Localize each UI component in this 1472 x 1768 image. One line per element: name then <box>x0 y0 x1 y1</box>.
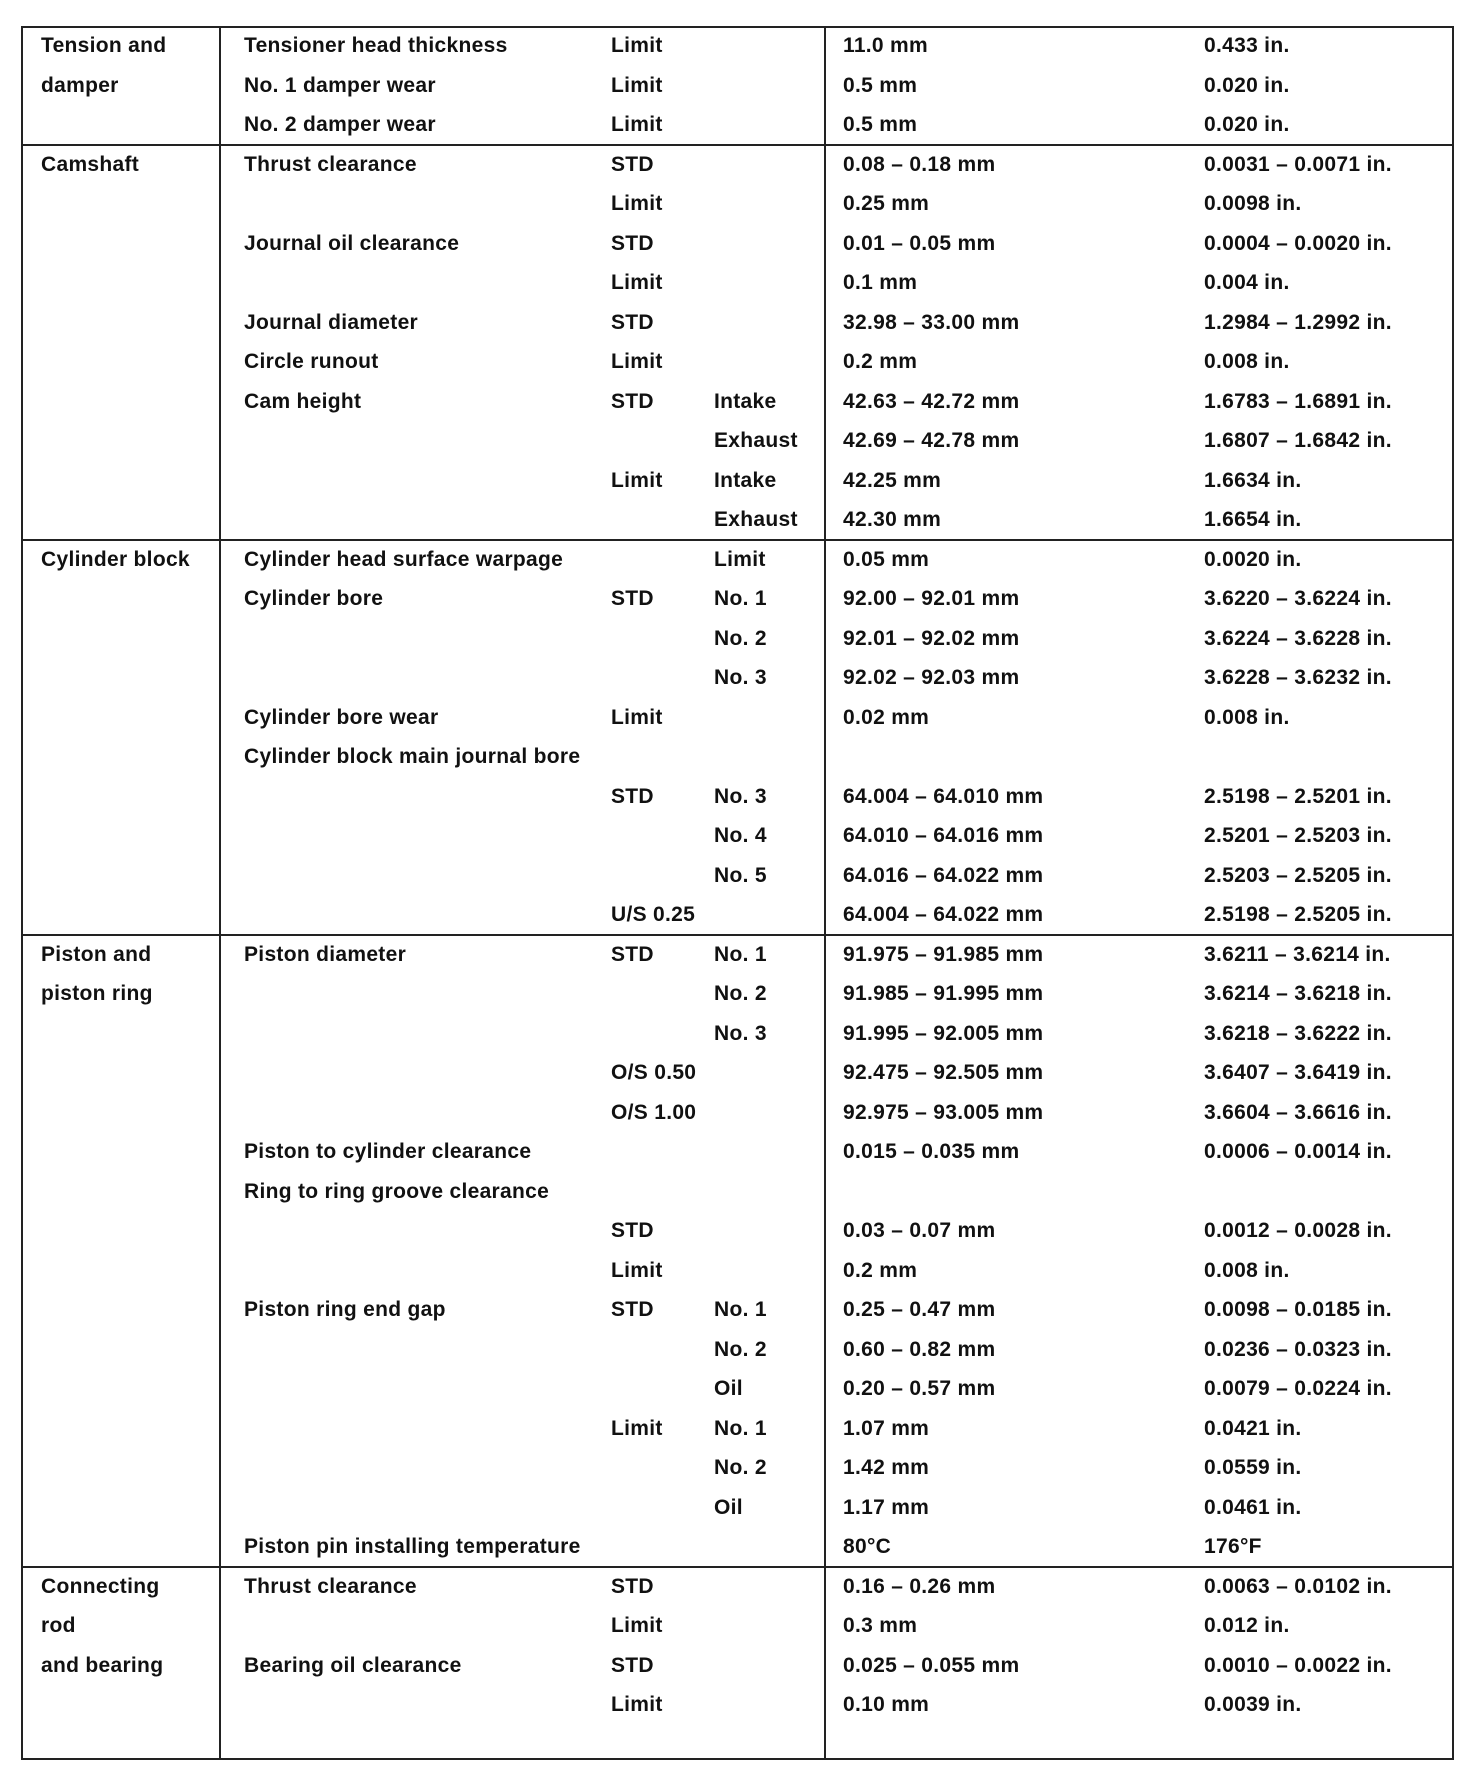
spec-kind: Limit <box>611 192 663 215</box>
spec-kind: STD <box>611 389 654 413</box>
spec-metric-value: 11.0 mm <box>843 34 928 57</box>
spec-item: Journal diameter <box>244 310 419 334</box>
spec-item: Cylinder bore wear <box>244 705 439 729</box>
spec-imperial-value: 176°F <box>1204 1535 1262 1558</box>
spec-imperial-value: 2.5203 – 2.5205 in. <box>1204 863 1392 887</box>
spec-imperial-value: 3.6220 – 3.6224 in. <box>1204 587 1392 610</box>
spec-imperial-value: 0.0421 in. <box>1204 1416 1302 1440</box>
spec-kind: Limit <box>611 113 663 136</box>
spec-imperial-value: 0.0012 – 0.0028 in. <box>1204 1219 1392 1242</box>
spec-row <box>21 1053 1454 1093</box>
spec-kind: STD <box>611 1219 654 1242</box>
spec-subkind: No. 3 <box>714 1021 767 1045</box>
spec-kind: Limit <box>611 1693 663 1716</box>
spec-metric-value: 1.07 mm <box>843 1416 930 1440</box>
spec-metric-value: 0.5 mm <box>843 113 918 136</box>
spec-kind: Limit <box>611 468 663 492</box>
spec-section <box>21 26 1454 145</box>
spec-item: Piston diameter <box>244 942 407 966</box>
spec-kind: Limit <box>611 350 663 373</box>
spec-kind: Limit <box>611 1258 663 1282</box>
spec-metric-value: 0.02 mm <box>843 705 930 729</box>
spec-imperial-value: 1.6807 – 1.6842 in. <box>1204 429 1392 452</box>
spec-subkind: No. 2 <box>714 982 767 1005</box>
spec-row <box>21 1369 1454 1409</box>
spec-row <box>21 1211 1454 1251</box>
spec-metric-value: 91.975 – 91.985 mm <box>843 942 1044 966</box>
spec-item: Piston ring end gap <box>244 1298 446 1321</box>
spec-kind: STD <box>611 152 654 176</box>
spec-row <box>21 1251 1454 1291</box>
spec-item: Piston pin installing temperature <box>244 1535 581 1558</box>
spec-subkind: No. 2 <box>714 1456 767 1479</box>
spec-row <box>21 1448 1454 1488</box>
spec-metric-value: 0.16 – 0.26 mm <box>843 1574 996 1598</box>
spec-subkind: No. 1 <box>714 942 767 966</box>
spec-kind: STD <box>611 784 654 808</box>
spec-row <box>21 1606 1454 1646</box>
spec-imperial-value: 3.6224 – 3.6228 in. <box>1204 626 1392 650</box>
spec-metric-value: 0.01 – 0.05 mm <box>843 231 996 255</box>
spec-imperial-value: 0.008 in. <box>1204 350 1290 373</box>
spec-subkind: No. 4 <box>714 824 767 847</box>
spec-imperial-value: 0.0031 – 0.0071 in. <box>1204 152 1392 176</box>
spec-kind: STD <box>611 1574 654 1598</box>
spec-row <box>21 1172 1454 1212</box>
spec-subkind: No. 1 <box>714 1416 767 1440</box>
section-title: rod <box>41 1614 76 1637</box>
spec-metric-value: 0.03 – 0.07 mm <box>843 1219 996 1242</box>
spec-subkind: No. 5 <box>714 863 767 887</box>
spec-metric-value: 92.975 – 93.005 mm <box>843 1100 1044 1124</box>
spec-metric-value: 0.20 – 0.57 mm <box>843 1377 996 1400</box>
spec-metric-value: 91.985 – 91.995 mm <box>843 982 1044 1005</box>
spec-metric-value: 64.004 – 64.022 mm <box>843 903 1044 926</box>
spec-metric-value: 80°C <box>843 1535 892 1558</box>
spec-imperial-value: 3.6407 – 3.6419 in. <box>1204 1061 1392 1084</box>
spec-subkind: Limit <box>714 547 766 571</box>
spec-metric-value: 0.10 mm <box>843 1693 930 1716</box>
spec-imperial-value: 1.6634 in. <box>1204 468 1302 492</box>
spec-subkind: Intake <box>714 389 777 413</box>
spec-section <box>21 145 1454 540</box>
spec-row <box>21 1093 1454 1133</box>
spec-imperial-value: 0.0236 – 0.0323 in. <box>1204 1337 1392 1361</box>
spec-row <box>21 579 1454 619</box>
spec-metric-value: 0.08 – 0.18 mm <box>843 152 996 176</box>
spec-metric-value: 0.015 – 0.035 mm <box>843 1140 1020 1163</box>
spec-subkind: No. 1 <box>714 587 767 610</box>
spec-kind: STD <box>611 231 654 255</box>
spec-metric-value: 0.25 – 0.47 mm <box>843 1298 996 1321</box>
spec-kind: STD <box>611 942 654 966</box>
spec-item: Cylinder bore <box>244 587 384 610</box>
spec-imperial-value: 0.0006 – 0.0014 in. <box>1204 1140 1392 1163</box>
spec-item: No. 1 damper wear <box>244 73 436 97</box>
spec-imperial-value: 0.020 in. <box>1204 113 1290 136</box>
spec-kind: STD <box>611 587 654 610</box>
spec-row <box>21 974 1454 1014</box>
spec-row <box>21 342 1454 382</box>
spec-imperial-value: 0.008 in. <box>1204 705 1290 729</box>
spec-imperial-value: 0.0461 in. <box>1204 1495 1302 1519</box>
spec-metric-value: 92.475 – 92.505 mm <box>843 1061 1044 1084</box>
spec-item: Thrust clearance <box>244 1574 417 1598</box>
spec-metric-value: 0.05 mm <box>843 547 930 571</box>
spec-metric-value: 0.1 mm <box>843 271 918 294</box>
spec-item: Bearing oil clearance <box>244 1653 462 1677</box>
spec-metric-value: 42.30 mm <box>843 508 942 531</box>
spec-row <box>21 1567 1454 1607</box>
spec-metric-value: 92.01 – 92.02 mm <box>843 626 1020 650</box>
spec-metric-value: 91.995 – 92.005 mm <box>843 1021 1044 1045</box>
spec-imperial-value: 3.6211 – 3.6214 in. <box>1204 942 1391 966</box>
spec-kind: Limit <box>611 1614 663 1637</box>
spec-subkind: No. 3 <box>714 784 767 808</box>
spec-row <box>21 145 1454 185</box>
spec-row <box>21 777 1454 817</box>
spec-imperial-value: 0.0559 in. <box>1204 1456 1302 1479</box>
spec-row <box>21 935 1454 975</box>
spec-section <box>21 540 1454 935</box>
spec-row <box>21 658 1454 698</box>
spec-row <box>21 303 1454 343</box>
spec-row <box>21 698 1454 738</box>
spec-kind: U/S 0.25 <box>611 903 696 926</box>
spec-subkind: Exhaust <box>714 429 798 452</box>
spec-imperial-value: 0.0020 in. <box>1204 547 1302 571</box>
spec-row <box>21 856 1454 896</box>
spec-row <box>21 895 1454 935</box>
spec-metric-value: 32.98 – 33.00 mm <box>843 310 1020 334</box>
spec-row <box>21 1646 1454 1686</box>
spec-imperial-value: 3.6214 – 3.6218 in. <box>1204 982 1392 1005</box>
section-title: Piston and <box>41 942 152 966</box>
spec-kind: STD <box>611 1653 654 1677</box>
spec-metric-value: 0.2 mm <box>843 350 918 373</box>
section-title: Connecting <box>41 1574 160 1598</box>
spec-metric-value: 0.60 – 0.82 mm <box>843 1337 996 1361</box>
spec-imperial-value: 0.012 in. <box>1204 1614 1290 1637</box>
spec-imperial-value: 1.2984 – 1.2992 in. <box>1204 310 1392 334</box>
spec-item: Cylinder head surface warpage <box>244 547 564 571</box>
spec-item: Journal oil clearance <box>244 231 460 255</box>
spec-kind: Limit <box>611 705 663 729</box>
spec-imperial-value: 3.6604 – 3.6616 in. <box>1204 1100 1392 1124</box>
spec-kind: Limit <box>611 1416 663 1440</box>
spec-row <box>21 1290 1454 1330</box>
spec-metric-value: 92.00 – 92.01 mm <box>843 587 1020 610</box>
spec-row <box>21 105 1454 145</box>
spec-metric-value: 64.010 – 64.016 mm <box>843 824 1044 847</box>
spec-imperial-value: 0.008 in. <box>1204 1258 1290 1282</box>
spec-metric-value: 0.5 mm <box>843 73 918 97</box>
spec-subkind: No. 2 <box>714 626 767 650</box>
section-title: and bearing <box>41 1653 164 1677</box>
spec-imperial-value: 0.433 in. <box>1204 34 1290 57</box>
spec-row <box>21 1685 1454 1725</box>
spec-subkind: Intake <box>714 468 777 492</box>
spec-imperial-value: 0.0039 in. <box>1204 1693 1302 1716</box>
spec-imperial-value: 0.0004 – 0.0020 in. <box>1204 231 1392 255</box>
spec-row <box>21 461 1454 501</box>
spec-subkind: Exhaust <box>714 508 798 531</box>
spec-row <box>21 500 1454 540</box>
spec-item: Cam height <box>244 389 362 413</box>
spec-row <box>21 1527 1454 1567</box>
spec-row <box>21 1330 1454 1370</box>
spec-item: Ring to ring groove clearance <box>244 1179 550 1203</box>
spec-row <box>21 26 1454 66</box>
section-title: Camshaft <box>41 152 140 176</box>
section-title: piston ring <box>41 982 153 1005</box>
spec-row <box>21 1488 1454 1528</box>
spec-metric-value: 64.004 – 64.010 mm <box>843 784 1044 808</box>
spec-section <box>21 1567 1454 1725</box>
spec-row <box>21 224 1454 264</box>
spec-metric-value: 0.3 mm <box>843 1614 918 1637</box>
spec-item: Thrust clearance <box>244 152 417 176</box>
spec-item: Tensioner head thickness <box>244 34 508 57</box>
spec-imperial-value: 0.0098 in. <box>1204 192 1302 215</box>
spec-row <box>21 816 1454 856</box>
spec-row <box>21 184 1454 224</box>
spec-subkind: No. 1 <box>714 1298 767 1321</box>
spec-metric-value: 1.17 mm <box>843 1495 930 1519</box>
spec-metric-value: 42.63 – 42.72 mm <box>843 389 1020 413</box>
spec-kind: Limit <box>611 34 663 57</box>
spec-imperial-value: 3.6218 – 3.6222 in. <box>1204 1021 1392 1045</box>
table-border-bottom <box>21 1758 1454 1760</box>
spec-metric-value: 1.42 mm <box>843 1456 930 1479</box>
spec-item: Circle runout <box>244 350 379 373</box>
spec-row <box>21 1409 1454 1449</box>
spec-row <box>21 737 1454 777</box>
spec-subkind: Oil <box>714 1377 743 1400</box>
spec-imperial-value: 2.5198 – 2.5201 in. <box>1204 784 1392 808</box>
spec-subkind: No. 3 <box>714 666 767 689</box>
spec-item: Cylinder block main journal bore <box>244 745 581 768</box>
spec-imperial-value: 0.0063 – 0.0102 in. <box>1204 1574 1392 1598</box>
spec-imperial-value: 1.6654 in. <box>1204 508 1302 531</box>
spec-metric-value: 0.2 mm <box>843 1258 918 1282</box>
spec-table <box>21 26 1454 1760</box>
section-title: damper <box>41 73 119 97</box>
spec-metric-value: 42.69 – 42.78 mm <box>843 429 1020 452</box>
spec-imperial-value: 0.004 in. <box>1204 271 1290 294</box>
spec-subkind: Oil <box>714 1495 743 1519</box>
spec-kind: O/S 1.00 <box>611 1100 697 1124</box>
spec-metric-value: 0.025 – 0.055 mm <box>843 1653 1020 1677</box>
spec-row <box>21 66 1454 106</box>
spec-imperial-value: 0.0010 – 0.0022 in. <box>1204 1653 1392 1677</box>
spec-kind: Limit <box>611 271 663 294</box>
spec-imperial-value: 2.5201 – 2.5203 in. <box>1204 824 1392 847</box>
spec-metric-value: 64.016 – 64.022 mm <box>843 863 1044 887</box>
spec-metric-value: 0.25 mm <box>843 192 930 215</box>
spec-imperial-value: 1.6783 – 1.6891 in. <box>1204 389 1392 413</box>
spec-metric-value: 42.25 mm <box>843 468 942 492</box>
section-title: Cylinder block <box>41 547 190 571</box>
spec-kind: STD <box>611 1298 654 1321</box>
spec-subkind: No. 2 <box>714 1337 767 1361</box>
spec-row <box>21 421 1454 461</box>
spec-row <box>21 1132 1454 1172</box>
spec-imperial-value: 0.0079 – 0.0224 in. <box>1204 1377 1392 1400</box>
spec-kind: O/S 0.50 <box>611 1061 697 1084</box>
spec-imperial-value: 0.020 in. <box>1204 73 1290 97</box>
spec-row <box>21 263 1454 303</box>
spec-row <box>21 619 1454 659</box>
section-title: Tension and <box>41 34 167 57</box>
spec-kind: Limit <box>611 73 663 97</box>
spec-kind: STD <box>611 310 654 334</box>
spec-imperial-value: 2.5198 – 2.5205 in. <box>1204 903 1392 926</box>
spec-imperial-value: 3.6228 – 3.6232 in. <box>1204 666 1392 689</box>
spec-metric-value: 92.02 – 92.03 mm <box>843 666 1020 689</box>
spec-row <box>21 382 1454 422</box>
spec-row <box>21 1014 1454 1054</box>
spec-item: Piston to cylinder clearance <box>244 1140 532 1163</box>
spec-row <box>21 540 1454 580</box>
spec-section <box>21 935 1454 1567</box>
spec-imperial-value: 0.0098 – 0.0185 in. <box>1204 1298 1392 1321</box>
spec-item: No. 2 damper wear <box>244 113 436 136</box>
